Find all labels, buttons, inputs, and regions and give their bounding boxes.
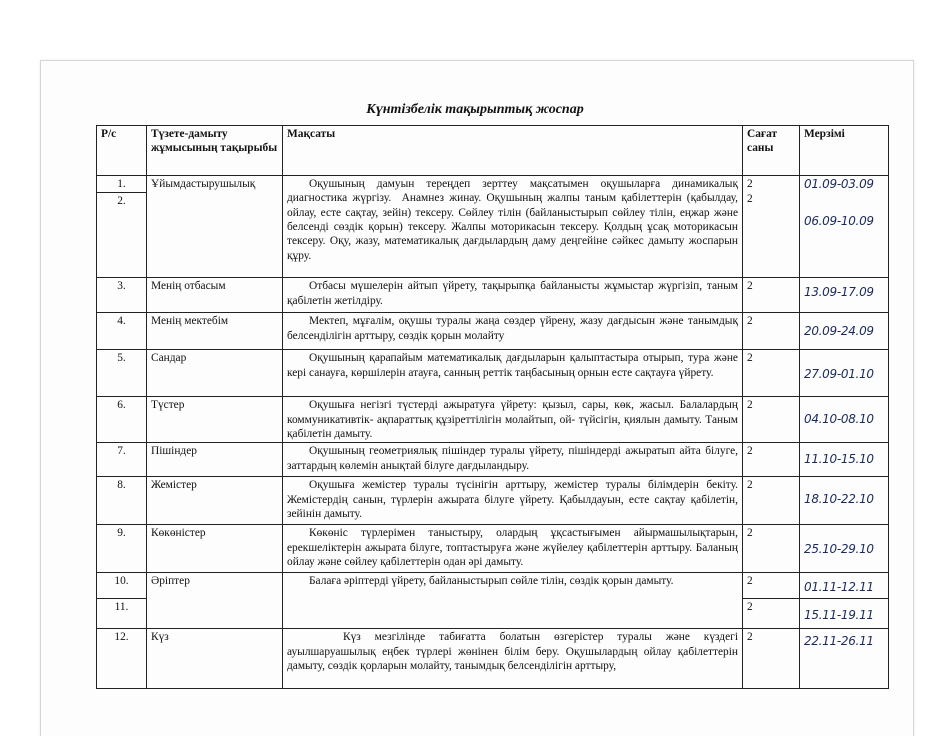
handwritten-date-2: 06.09-10.09 bbox=[804, 214, 874, 229]
row-topic: Жемістер bbox=[147, 477, 283, 525]
row-goal bbox=[283, 350, 743, 397]
row-date bbox=[800, 278, 889, 313]
row-number: 12. bbox=[97, 629, 147, 689]
row-number: 2. bbox=[97, 193, 147, 278]
row-date bbox=[800, 443, 889, 477]
handwritten-date: 04.10-08.10 bbox=[804, 412, 874, 427]
handwritten-date: 27.09-01.10 bbox=[804, 367, 874, 382]
row-goal bbox=[283, 629, 743, 689]
row-hours: 2 bbox=[743, 443, 800, 477]
row-goal-text: Оқушының геометриялық пішіндер туралы үйрету, пішіндерді ажыратып айта білуге, заттардың көлемін анықтай білуге дағдыландыру. bbox=[287, 445, 738, 472]
row-topic: Пішіндер bbox=[147, 443, 283, 477]
row-goal-text: Отбасы мүшелерін айтып үйрету, тақырыпқа байланысты жұмыстар жүргізіп, таным қабілетін жетілдіру. bbox=[287, 280, 738, 307]
row-date bbox=[800, 176, 889, 278]
row-hours: 2 bbox=[743, 350, 800, 397]
table-row bbox=[97, 525, 889, 573]
row-hours-value: 2 bbox=[747, 178, 753, 190]
row-number: 7. bbox=[97, 443, 147, 477]
header-goal: Мақсаты bbox=[283, 126, 743, 176]
table-row bbox=[97, 176, 889, 193]
row-date bbox=[800, 629, 889, 689]
row-hours: 2 bbox=[743, 397, 800, 443]
handwritten-date: 22.11-26.11 bbox=[804, 634, 874, 649]
table-header-row bbox=[97, 126, 889, 176]
row-hours: 2 bbox=[743, 313, 800, 350]
row-goal bbox=[283, 525, 743, 573]
row-number: 11. bbox=[97, 599, 147, 629]
row-goal bbox=[283, 313, 743, 350]
row-topic: Менің отбасым bbox=[147, 278, 283, 313]
handwritten-date: 25.10-29.10 bbox=[804, 542, 874, 557]
table-row bbox=[97, 629, 889, 689]
row-topic: Әріптер bbox=[147, 573, 283, 629]
header-hours: Сағат саны bbox=[743, 126, 800, 176]
row-hours bbox=[743, 176, 800, 278]
row-goal-text: Күз мезгілінде табиғатта болатын өзгерістер туралы және күздегі ауылшаруашылық еңбек түрлері жөнінен білім беру. Оқушылардың ойлау қабілеттерін дамыту, сөздік қорларын молайту, танымдық белсенділігін арттыру, bbox=[287, 631, 738, 673]
row-date bbox=[800, 525, 889, 573]
row-number: 9. bbox=[97, 525, 147, 573]
row-topic: Түстер bbox=[147, 397, 283, 443]
row-topic: Менің мектебім bbox=[147, 313, 283, 350]
table-row bbox=[97, 350, 889, 397]
row-hours: 2 bbox=[743, 477, 800, 525]
row-goal-text: Көкөніс түрлерімен таныстыру, олардың ұқсастығымен айырмашылықтарын, ерекшеліктерін ажырата білуге, топтастыруға және жүйелеу қабілеттерін арттыру. Баланың ойлау және сөйлеу қабілеттерін одан әрі дамыту. bbox=[287, 527, 738, 569]
row-topic: Күз bbox=[147, 629, 283, 689]
row-date bbox=[800, 477, 889, 525]
row-goal-part-a: Оқушының дамуын тереңдеп зерттеу мақсатымен оқушыларға динамикалық диагностика жүргізу. bbox=[287, 178, 738, 205]
handwritten-date: 11.10-15.10 bbox=[804, 452, 874, 467]
row-goal bbox=[283, 397, 743, 443]
table-row bbox=[97, 477, 889, 525]
row-hours: 2 bbox=[743, 525, 800, 573]
row-hours: 2 bbox=[743, 599, 800, 629]
row-topic: Сандар bbox=[147, 350, 283, 397]
row-number: 3. bbox=[97, 278, 147, 313]
row-goal-text: Оқушыға жемістер туралы түсінігін арттыру, жемістер туралы білімдерін бекіту. Жемістердің санын, түрлерін ажырата білуге үйрету. Қабылдауын, есте сақтау қабілетін, зейінін дамыту. bbox=[287, 479, 738, 521]
row-hours: 2 bbox=[743, 278, 800, 313]
row-date bbox=[800, 397, 889, 443]
handwritten-date: 01.09-03.09 bbox=[804, 177, 874, 191]
row-number: 5. bbox=[97, 350, 147, 397]
row-topic: Көкөністер bbox=[147, 525, 283, 573]
plan-table bbox=[96, 125, 889, 689]
row-goal bbox=[283, 443, 743, 477]
handwritten-date: 01.11-12.11 bbox=[804, 580, 874, 595]
row-number: 1. bbox=[97, 176, 147, 193]
row-hours: 2 bbox=[743, 629, 800, 689]
row-hours: 2 bbox=[743, 573, 800, 599]
handwritten-date: 15.11-19.11 bbox=[804, 608, 874, 623]
row-goal bbox=[283, 477, 743, 525]
table-row bbox=[97, 443, 889, 477]
row-number: 4. bbox=[97, 313, 147, 350]
handwritten-date: 13.09-17.09 bbox=[804, 285, 874, 300]
row-number: 10. bbox=[97, 573, 147, 599]
row-date bbox=[800, 313, 889, 350]
row-goal-text: Мектеп, мұғалім, оқушы туралы жаңа сөздер үйрену, жазу дағдысын және танымдық белсенділігін арттыру, сөздік қорын молайту bbox=[287, 315, 738, 342]
handwritten-date: 20.09-24.09 bbox=[804, 324, 874, 339]
row-date bbox=[800, 599, 889, 629]
document-title: Күнтізбелік тақырыптық жоспар bbox=[366, 102, 584, 117]
header-num: Р/с bbox=[97, 126, 147, 176]
row-goal-text: Оқушыға негізгі түстерді ажыратуға үйрету: қызыл, сары, көк, жасыл. Балалардың коммуникативтік- ақпараттық құзіреттілігін молайтып, ой- түйсігін, қиялын дамыту. Таным қабілетін дамыту. bbox=[287, 399, 738, 441]
row-number: 8. bbox=[97, 477, 147, 525]
row-goal-text: Оқушының қарапайым математикалық дағдыларын қалыптастыра отырып, тура және кері санауға, көршілерін атауға, санның реттік таңбасының орнын есте сақтауға үйрету. bbox=[287, 352, 738, 379]
row-goal bbox=[283, 573, 743, 629]
row-goal-part-b: Анамнез жинау. Оқушының жалпы таным қабілеттерін (қабылдау, ойлау, есте сақтау, зейін) тексеру. Сөйлеу тілін (байланыстырып сөйлеу тілін, еңжар және белсенді сөздік қорын) тексеру. Жалпы моторикасын тексеру. Қолдың ұсақ моторикасын тексеру. Оқу, жазу, математикалық дағдылардың даму деңгейіне сәйкес дамыту жоспарын құру. bbox=[287, 192, 738, 262]
row-number: 6. bbox=[97, 397, 147, 443]
row-goal-text: Балаға әріптерді үйрету, байланыстырып сөйле тілін, сөздік қорын дамыту. bbox=[309, 575, 674, 588]
table-row bbox=[97, 278, 889, 313]
row-date bbox=[800, 350, 889, 397]
header-date: Мерзімі bbox=[800, 126, 889, 176]
row-goal bbox=[283, 176, 743, 278]
handwritten-date: 18.10-22.10 bbox=[804, 492, 874, 507]
header-topic: Түзете-дамыту жұмысының тақырыбы bbox=[147, 126, 283, 176]
row-date bbox=[800, 573, 889, 599]
table-row bbox=[97, 573, 889, 599]
table-row bbox=[97, 313, 889, 350]
table-row bbox=[97, 397, 889, 443]
row-goal bbox=[283, 278, 743, 313]
row-hours-value-2: 2 bbox=[747, 193, 753, 206]
row-topic: Ұйымдастырушылық bbox=[147, 176, 283, 278]
